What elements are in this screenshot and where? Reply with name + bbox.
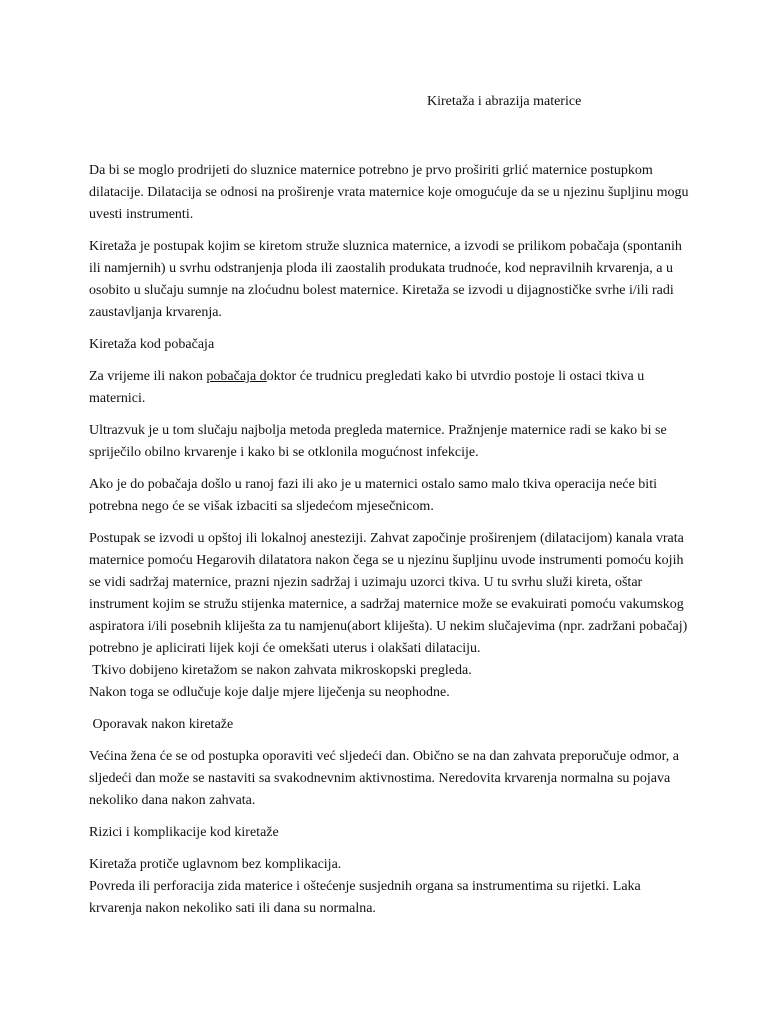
text-line: krvarenja nakon nekoliko sati ili dana su normalna. <box>89 901 376 916</box>
paragraph-early-phase <box>89 474 729 518</box>
text-line: instrument kojim se stružu stijenka maternice, a sadržaj maternice može se evakuirati pomoću vakumskog <box>89 597 684 612</box>
text-line: Postupak se izvodi u opštoj ili lokalnoj anesteziji. Zahvat započinje proširenjem (dilatacijom) kanala vrata <box>89 531 684 546</box>
heading-risks: Rizici i komplikacije kod kiretaže <box>89 825 279 840</box>
paragraph-risks <box>89 854 729 920</box>
pobacaja-link[interactable]: pobačaja d <box>206 369 267 384</box>
text-line: nekoliko dana nakon zahvata. <box>89 793 256 808</box>
paragraph-dilatation <box>89 160 729 226</box>
text-line: Kiretaža je postupak kojim se kiretom struže sluznica maternice, a izvodi se prilikom pobačaja (spontanih <box>89 239 682 254</box>
heading-recovery: Oporavak nakon kiretaže <box>89 717 234 732</box>
paragraph-procedure <box>89 528 729 704</box>
text-line: uvesti instrumenti. <box>89 207 194 222</box>
text-line: potrebna nego će se višak izbaciti sa sljedećom mjesečnicom. <box>89 499 434 514</box>
text-line: Većina žena će se od postupka oporaviti već sljedeći dan. Obično se na dan zahvata preporučuje odmor, a <box>89 749 679 764</box>
text-line: Kiretaža protiče uglavnom bez komplikacija. <box>89 857 342 872</box>
paragraph-recovery <box>89 746 729 812</box>
paragraph-ultrasound <box>89 420 729 464</box>
text-line: Da bi se moglo prodrijeti do sluznice maternice potrebno je prvo proširiti grlić maternice postupkom <box>89 163 653 178</box>
text-line: Povreda ili perforacija zida materice i oštećenje susjednih organa sa instrumentima su rijetki. Laka <box>89 879 641 894</box>
text-line-with-link <box>89 366 729 388</box>
text-line: maternice pomoću Hegarovih dilatatora nakon čega se u njezinu šupljinu uvode instrumenti pomoću kojih <box>89 553 684 568</box>
text-line: ili namjernih) u svrhu odstranjenja ploda ili zaostalih produkata trudnoće, kod nepravilnih krvarenja, a u <box>89 261 673 276</box>
paragraph-curettage <box>89 236 729 324</box>
text-line: maternici. <box>89 391 146 406</box>
paragraph-examination <box>89 366 729 410</box>
text-line: sljedeći dan može se nastaviti sa svakodnevnim aktivnostima. Neredovita krvarenja normalna su pojava <box>89 771 671 786</box>
text-line: se vidi sadržaj maternice, prazni njezin sadržaj i uzimaju uzorci tkiva. U tu svrhu služi kireta, oštar <box>89 575 643 590</box>
text-line: aspiratora i/ili posebnih kliješta za tu namjenu(abort kliješta). U nekim slučajevima (npr. zadržani pobačaj) <box>89 619 688 634</box>
text-line: potrebno je aplicirati lijek koji će omekšati uterus i olakšati dilataciju. <box>89 641 481 656</box>
text-span: oktor će trudnicu pregledati kako bi utvrdio postoje li ostaci tkiva u <box>266 369 645 384</box>
text-line: dilatacije. Dilatacija se odnosi na proširenje vrata maternice koje omogućuje da se u njezinu šupljinu mogu <box>89 185 689 200</box>
text-line: spriječilo obilno krvarenje i kako bi se otklonila mogućnost infekcije. <box>89 445 479 460</box>
text-line: Nakon toga se odlučuje koje dalje mjere liječenja su neophodne. <box>89 685 450 700</box>
text-span: Za vrijeme ili nakon <box>89 369 207 384</box>
text-line: osobito u slučaju sumnje na zloćudnu bolest maternice. Kiretaža se izvodi u dijagnostičke svrhe i/ili radi <box>89 283 674 298</box>
document-title: Kiretaža i abrazija materice <box>427 94 582 109</box>
text-line: Ultrazvuk je u tom slučaju najbolja metoda pregleda maternice. Pražnjenje maternice radi se kako bi se <box>89 423 667 438</box>
text-line: Tkivo dobijeno kiretažom se nakon zahvata mikroskopski pregleda. <box>89 663 472 678</box>
text-line: Ako je do pobačaja došlo u ranoj fazi ili ako je u maternici ostalo samo malo tkiva operacija neće biti <box>89 477 657 492</box>
heading-miscarriage: Kiretaža kod pobačaja <box>89 337 215 352</box>
document-body <box>89 160 729 930</box>
text-line: zaustavljanja krvarenja. <box>89 305 222 320</box>
